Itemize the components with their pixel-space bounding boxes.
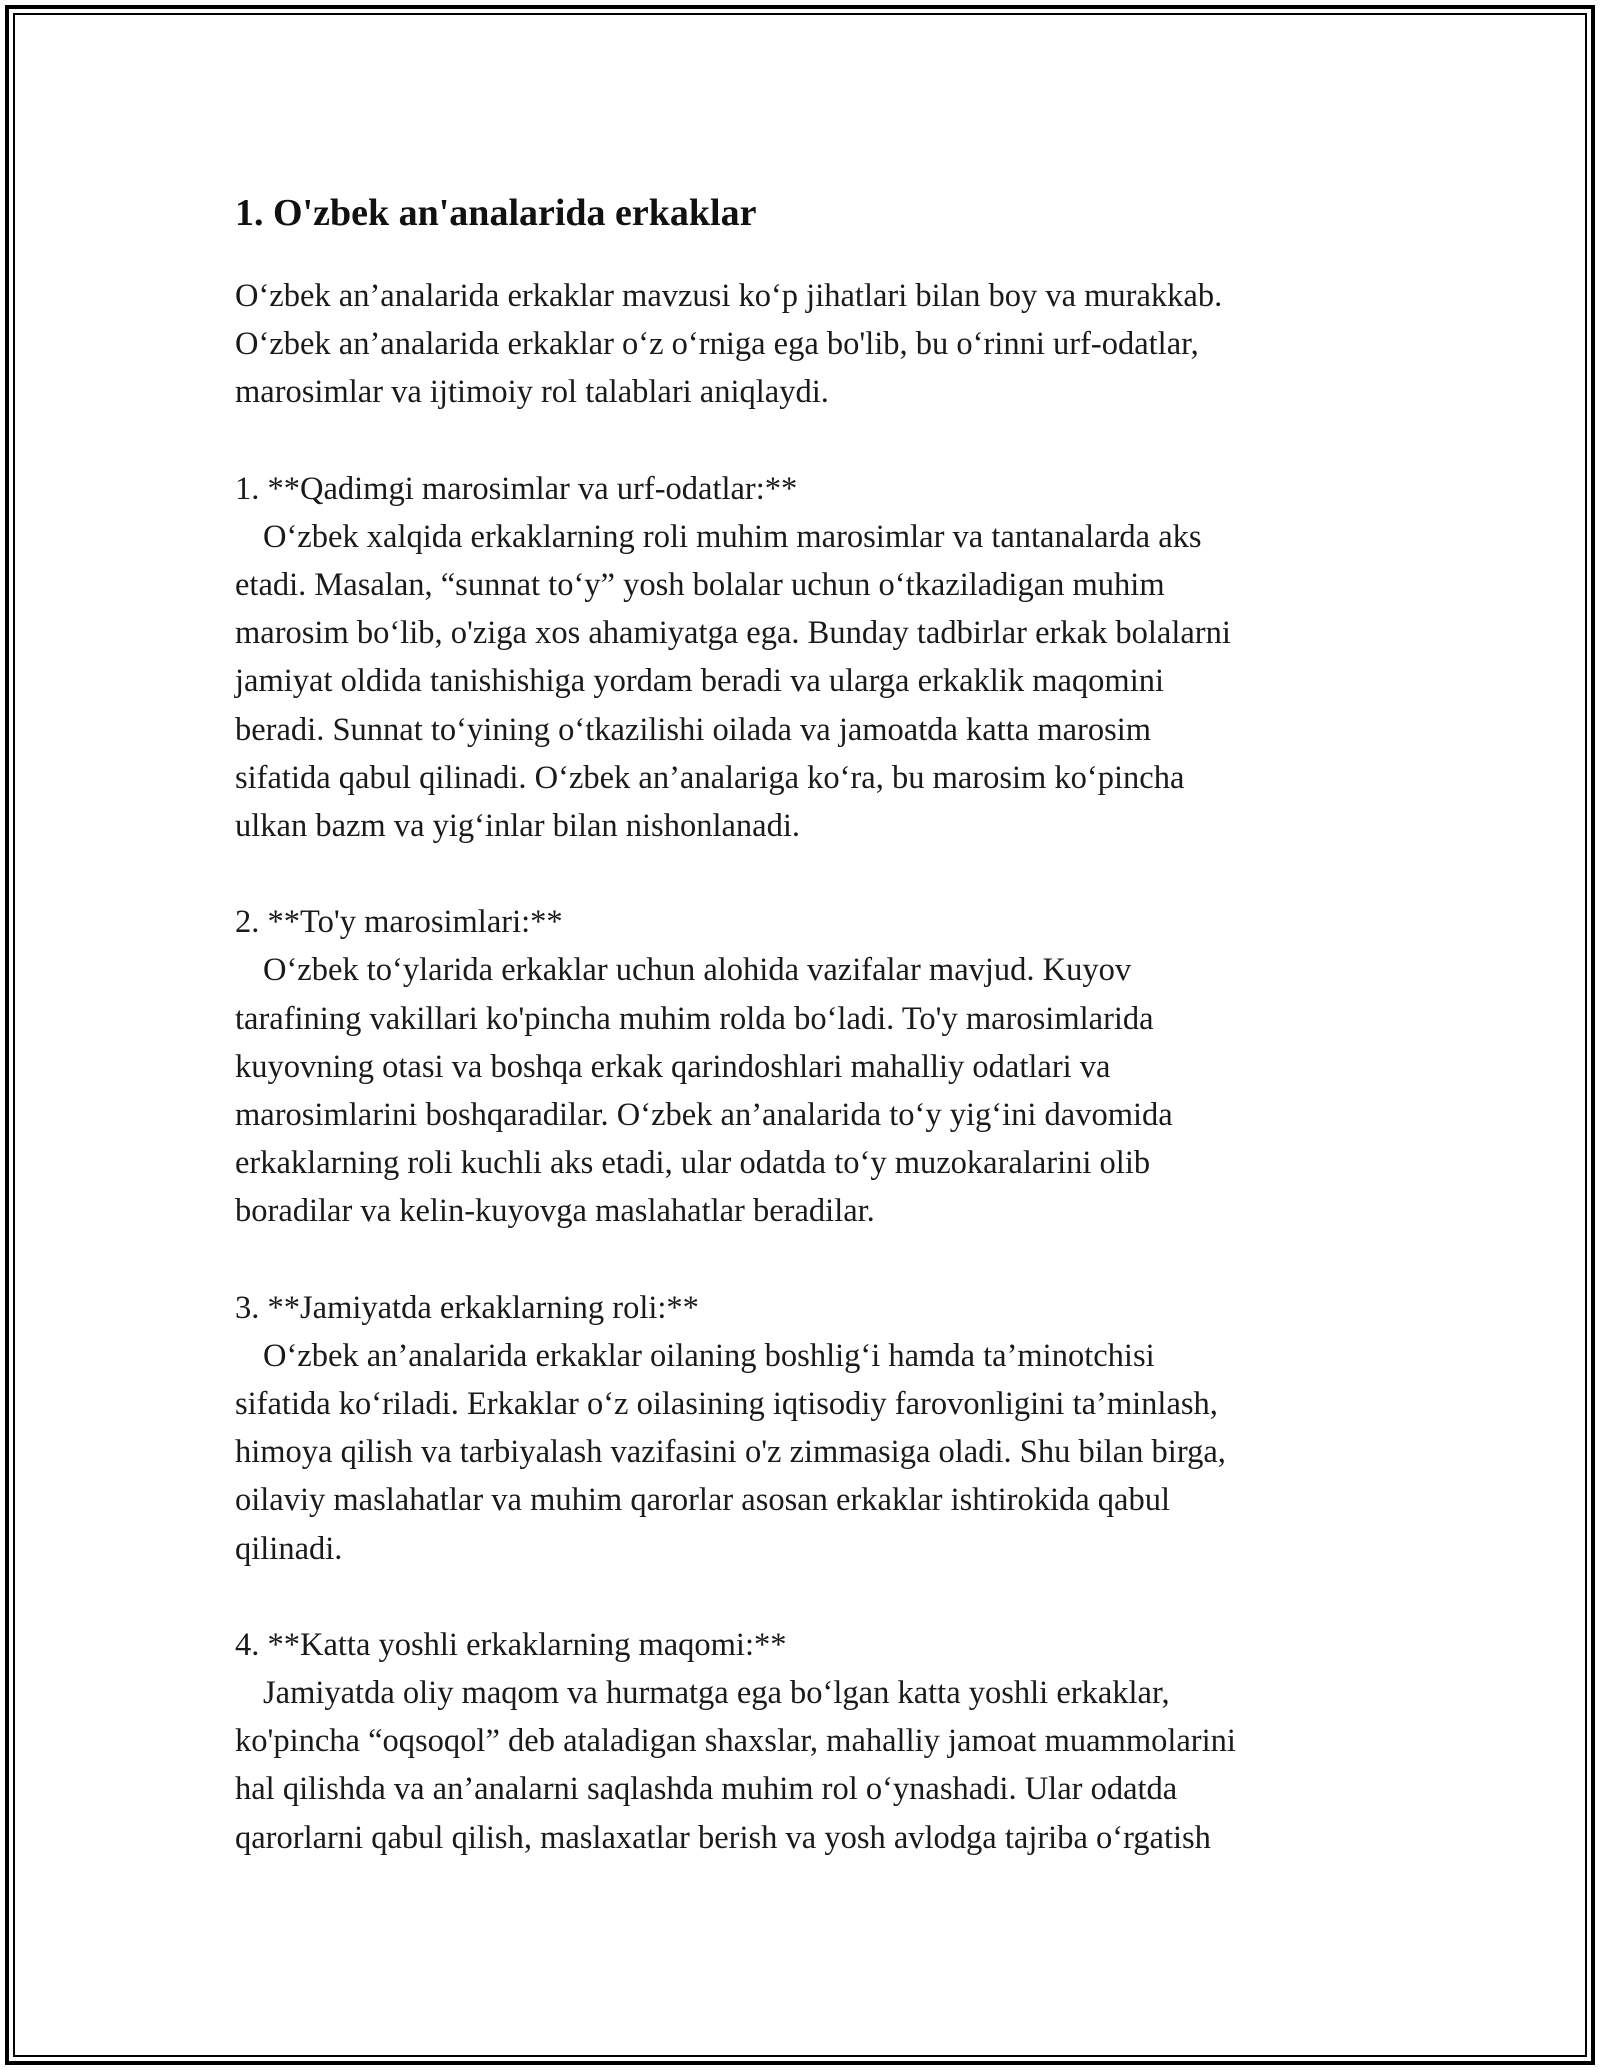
section-2 <box>235 898 1385 1235</box>
document-title: 1. O'zbek an'analarida erkaklar <box>235 192 757 234</box>
section-heading: 1. **Qadimgi marosimlar va urf-odatlar:** <box>235 470 798 507</box>
section-body: O‘zbek an’analarida erkaklar oilaning boshlig‘i hamda ta’minotchisi sifatida ko‘riladi. Erkaklar o‘z oilasining iqtisodiy farovonligini ta’minlash, himoya qilish va tarbiyalash vazifasini o'z zimmasiga oladi. Shu bilan birga, oilaviy maslahatlar va muhim qarorlar asosan erkaklar ishtirokida qabul qilinadi. <box>235 1337 1226 1567</box>
section-body: Jamiyatda oliy maqom va hurmatga ega bo‘lgan katta yoshli erkaklar, ko'pincha “oqsoqol” deb ataladigan shaxslar, mahalliy jamoat muammolarini hal qilishda va an’analarni saqlashda muhim rol o‘ynashadi. Ular odatda qarorlarni qabul qilish, maslaxatlar berish va yosh avlodga tajriba o‘rgatish <box>235 1675 1236 1856</box>
intro-paragraph: O‘zbek an’analarida erkaklar mavzusi ko‘p jihatlari bilan boy va murakkab. O‘zbek an’analarida erkaklar o‘z o‘rniga ega bo'lib, bu o‘rinni urf-odatlar, marosimlar va ijtimoiy rol talablari aniqlaydi. <box>235 278 1223 411</box>
section-3 <box>235 1284 1385 1573</box>
section-body: O‘zbek to‘ylarida erkaklar uchun alohida vazifalar mavjud. Kuyov tarafining vakillari ko'pincha muhim rolda bo‘ladi. To'y marosimlarida kuyovning otasi va boshqa erkak qarindoshlari mahalliy odatlari va marosimlarini boshqaradilar. O‘zbek an’analarida to‘y yig‘ini davomida erkaklarning roli kuchli aks etadi, ular odatda to‘y muzokaralarini olib boradilar va kelin-kuyovga maslahatlar beradilar. <box>235 952 1173 1230</box>
section-4 <box>235 1621 1385 1862</box>
section-heading: 3. **Jamiyatda erkaklarning roli:** <box>235 1289 699 1326</box>
section-heading: 2. **To'y marosimlari:** <box>235 904 563 941</box>
section-heading: 4. **Katta yoshli erkaklarning maqomi:** <box>235 1626 787 1663</box>
document-content <box>235 186 1385 1862</box>
section-1 <box>235 465 1385 851</box>
section-body: O‘zbek xalqida erkaklarning roli muhim marosimlar va tantanalarda aks etadi. Masalan, “sunnat to‘y” yosh bolalar uchun o‘tkaziladigan muhim marosim bo‘lib, o'ziga xos ahamiyatga ega. Bunday tadbirlar erkak bolalarni jamiyat oldida tanishishiga yordam beradi va ularga erkaklik maqomini beradi. Sunnat to‘yining o‘tkazilishi oilada va jamoatda katta marosim sifatida qabul qilinadi. O‘zbek an’analariga ko‘ra, bu marosim ko‘pincha ulkan bazm va yig‘inlar bilan nishonlanadi. <box>235 518 1231 845</box>
